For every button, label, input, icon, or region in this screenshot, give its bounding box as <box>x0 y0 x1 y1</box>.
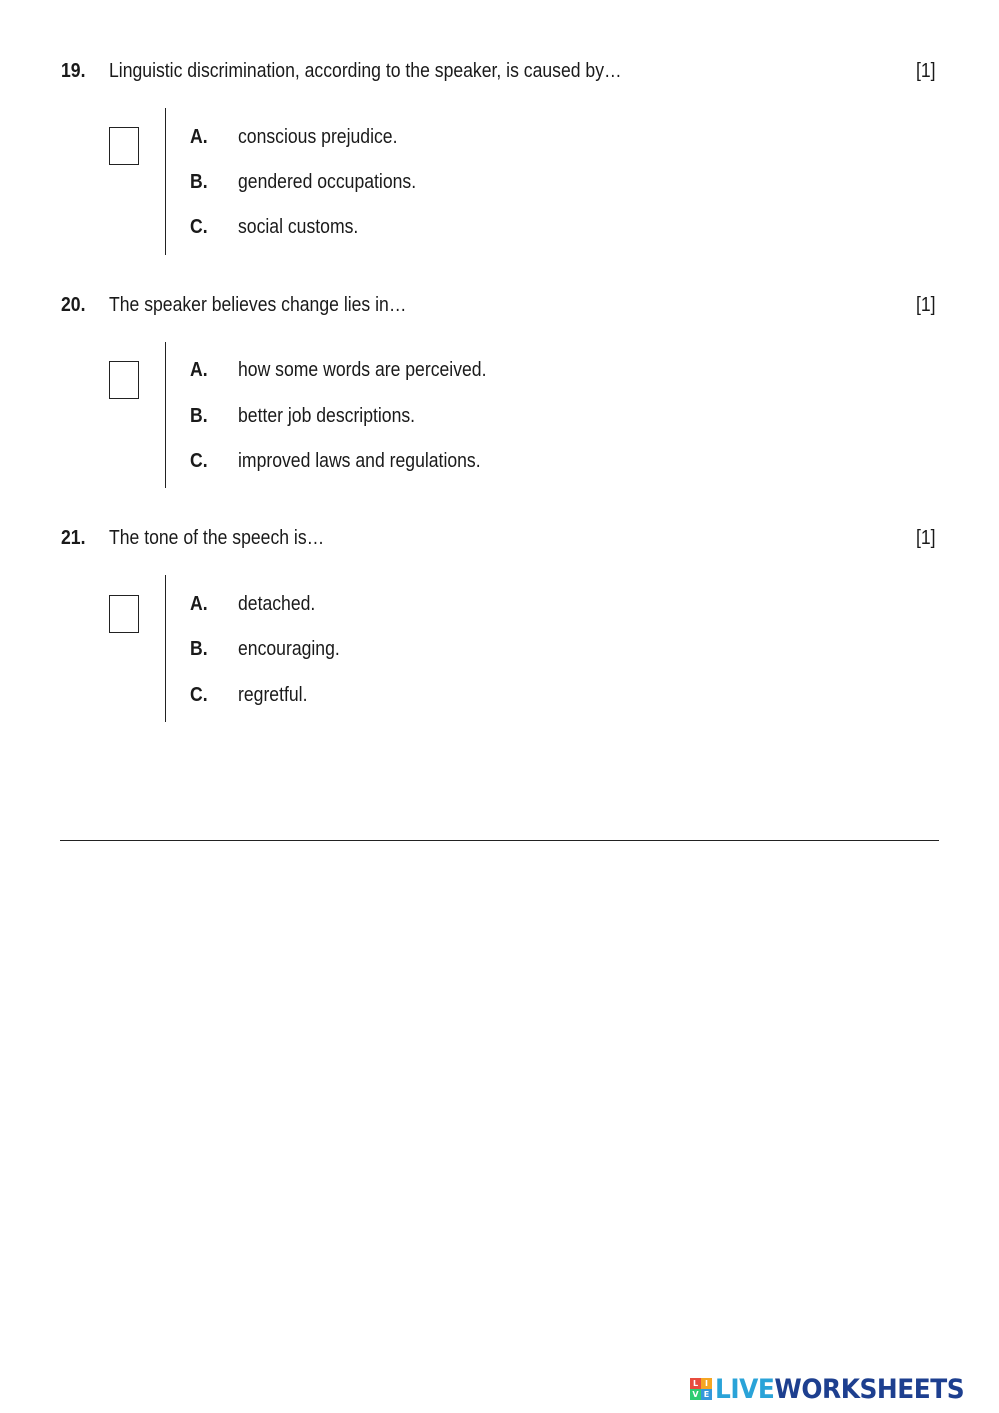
liveworksheets-brand[interactable] <box>690 1373 986 1405</box>
option-letter-21-c: C. <box>190 684 208 706</box>
option-text-20-b: better job descriptions. <box>238 405 416 427</box>
liveworksheets-logo-icon <box>690 1378 712 1400</box>
option-letter-19-b: B. <box>190 171 208 193</box>
option-letter-20-b: B. <box>190 405 208 427</box>
question-number: 19. <box>61 60 86 82</box>
question-marks: [1] <box>916 527 936 549</box>
option-text-19-b: gendered occupations. <box>238 171 417 193</box>
option-text-20-a: how some words are perceived. <box>238 359 487 381</box>
question-marks: [1] <box>916 294 936 316</box>
question-header <box>0 527 999 557</box>
option-text-19-c: social customs. <box>238 216 359 238</box>
options-divider <box>165 342 166 488</box>
question-number: 20. <box>61 294 86 316</box>
option-text-21-a: detached. <box>238 593 316 615</box>
brand-text <box>715 1374 964 1405</box>
option-letter-19-a: A. <box>190 126 208 148</box>
options-divider <box>165 575 166 722</box>
brand-text-live: LIVE <box>715 1373 775 1405</box>
option-letter-21-a: A. <box>190 593 208 615</box>
question-header <box>0 60 999 90</box>
logo-cell: I <box>701 1378 712 1389</box>
section-divider <box>60 840 939 841</box>
question-text: The tone of the speech is… <box>109 527 325 549</box>
logo-cell: E <box>701 1389 712 1400</box>
question-number: 21. <box>61 527 86 549</box>
option-letter-20-a: A. <box>190 359 208 381</box>
question-text: The speaker believes change lies in… <box>109 294 407 316</box>
answer-box-19[interactable] <box>109 127 139 165</box>
logo-cell: V <box>690 1389 701 1400</box>
options-divider <box>165 108 166 255</box>
option-letter-20-c: C. <box>190 450 208 472</box>
option-letter-19-c: C. <box>190 216 208 238</box>
option-letter-21-b: B. <box>190 638 208 660</box>
question-header <box>0 294 999 324</box>
question-text: Linguistic discrimination, according to the speaker, is caused by… <box>109 60 622 82</box>
option-text-20-c: improved laws and regulations. <box>238 450 481 472</box>
brand-text-worksheets: WORKSHEETS <box>774 1373 965 1405</box>
logo-cell: L <box>690 1378 701 1389</box>
option-text-21-c: regretful. <box>238 684 308 706</box>
question-marks: [1] <box>916 60 936 82</box>
option-text-21-b: encouraging. <box>238 638 340 660</box>
answer-box-21[interactable] <box>109 595 139 633</box>
option-text-19-a: conscious prejudice. <box>238 126 398 148</box>
answer-box-20[interactable] <box>109 361 139 399</box>
